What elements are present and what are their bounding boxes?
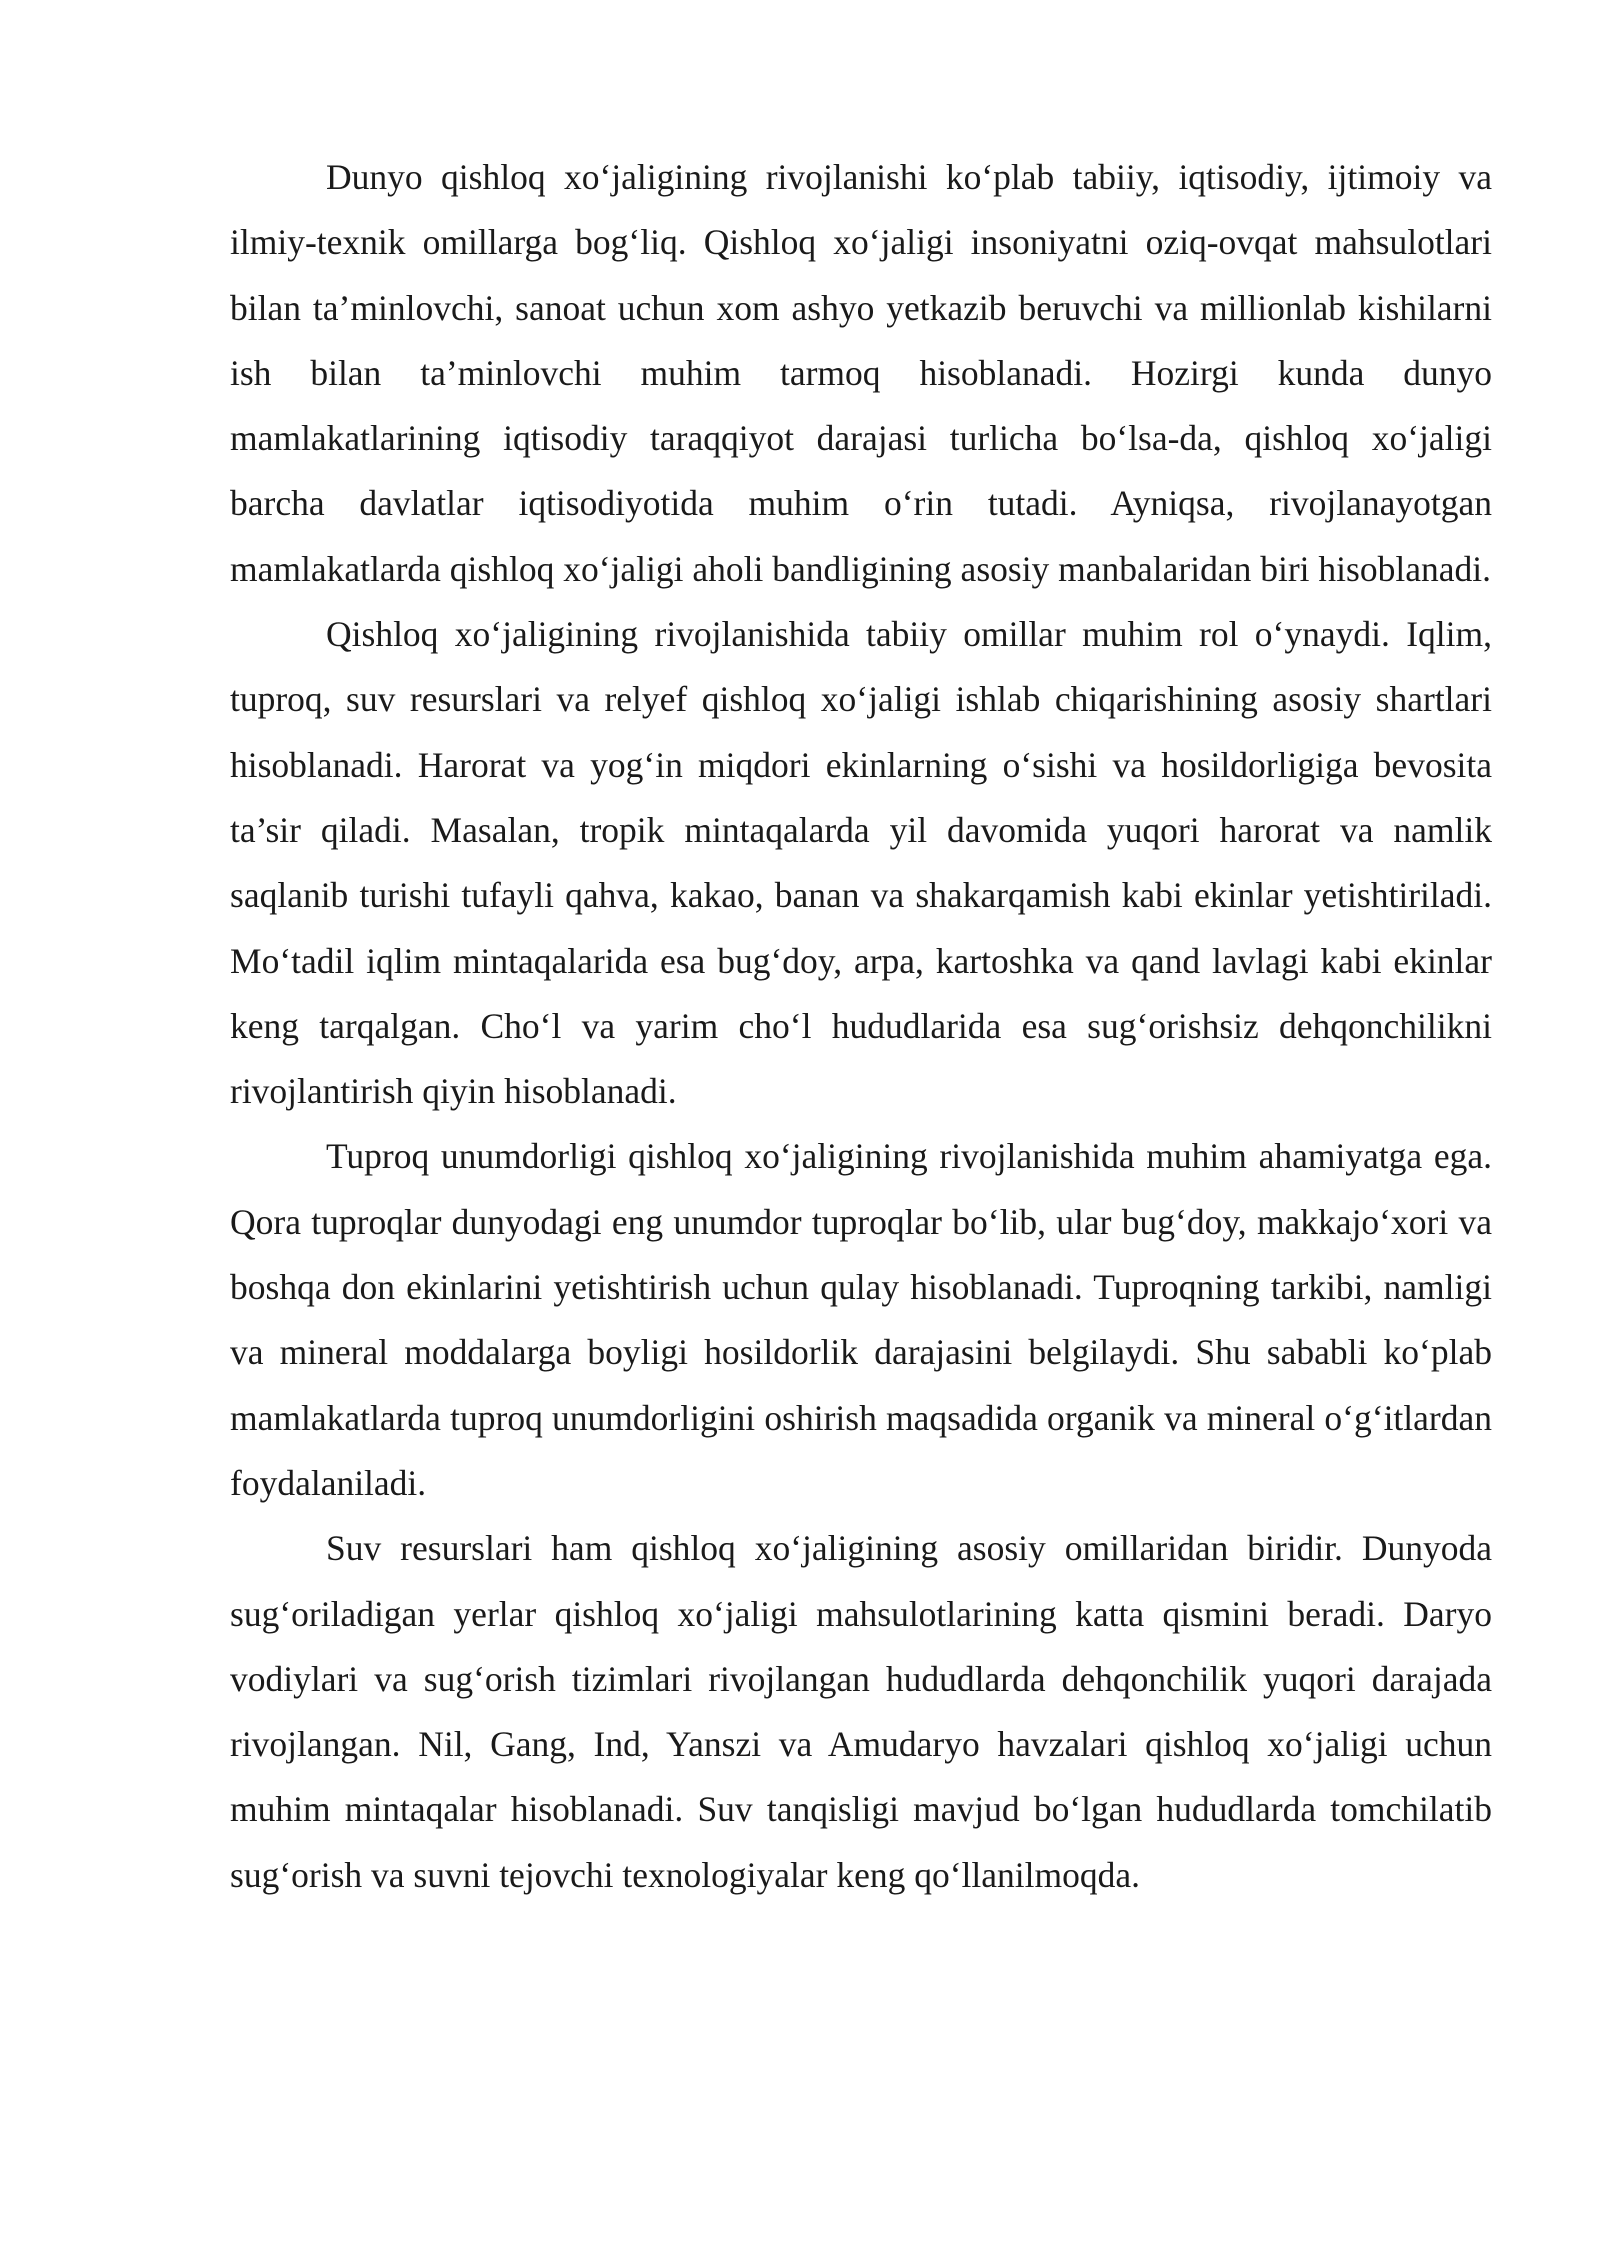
paragraph-4: Suv resurslari ham qishloq xo‘jaligining asosiy omillaridan biridir. Dunyoda sug‘oriladigan yerlar qishloq xo‘jaligi mahsulotlarining katta qismini beradi. Daryo vodiylari va sug‘orish tizimlari rivojlangan hududlarda dehqonchilik yuqori darajada rivojlangan. Nil, Gang, Ind, Yanszi va Amudaryo havzalari qishloq xo‘jaligi uchun muhim mintaqalar hisoblanadi. Suv tanqisligi mavjud bo‘lgan hududlarda tomchilatib sug‘orish va suvni tejovchi texnologiyalar keng qo‘llanilmoqda. (230, 1528, 1492, 1895)
document-body (230, 145, 1492, 1908)
paragraph-3: Tuproq unumdorligi qishloq xo‘jaligining rivojlanishida muhim ahamiyatga ega. Qora tuproqlar dunyodagi eng unumdor tuproqlar bo‘lib, ular bug‘doy, makkajo‘xori va boshqa don ekinlarini yetishtirish uchun qulay hisoblanadi. Tuproqning tarkibi, namligi va mineral moddalarga boyligi hosildorlik darajasini belgilaydi. Shu sababli ko‘plab mamlakatlarda tuproq unumdorligini oshirish maqsadida organik va mineral o‘g‘itlardan foydalaniladi. (230, 1136, 1492, 1503)
paragraph-2: Qishloq xo‘jaligining rivojlanishida tabiiy omillar muhim rol o‘ynaydi. Iqlim, tuproq, suv resurslari va relyef qishloq xo‘jaligi ishlab chiqarishining asosiy shartlari hisoblanadi. Harorat va yog‘in miqdori ekinlarning o‘sishi va hosildorligiga bevosita ta’sir qiladi. Masalan, tropik mintaqalarda yil davomida yuqori harorat va namlik saqlanib turishi tufayli qahva, kakao, banan va shakarqamish kabi ekinlar yetishtiriladi. Mo‘tadil iqlim mintaqalarida esa bug‘doy, arpa, kartoshka va qand lavlagi kabi ekinlar keng tarqalgan. Cho‘l va yarim cho‘l hududlarida esa sug‘orishsiz dehqonchilikni rivojlantirish qiyin hisoblanadi. (230, 614, 1492, 1112)
paragraph-1: Dunyo qishloq xo‘jaligining rivojlanishi ko‘plab tabiiy, iqtisodiy, ijtimoiy va ilmiy-texnik omillarga bog‘liq. Qishloq xo‘jaligi insoniyatni oziq-ovqat mahsulotlari bilan ta’minlovchi, sanoat uchun xom ashyo yetkazib beruvchi va millionlab kishilarni ish bilan ta’minlovchi muhim tarmoq hisoblanadi. Hozirgi kunda dunyo mamlakatlarining iqtisodiy taraqqiyot darajasi turlicha bo‘lsa-da, qishloq xo‘jaligi barcha davlatlar iqtisodiyotida muhim o‘rin tutadi. Ayniqsa, rivojlanayotgan mamlakatlarda qishloq xo‘jaligi aholi bandligining asosiy manbalaridan biri hisoblanadi. (230, 157, 1492, 589)
